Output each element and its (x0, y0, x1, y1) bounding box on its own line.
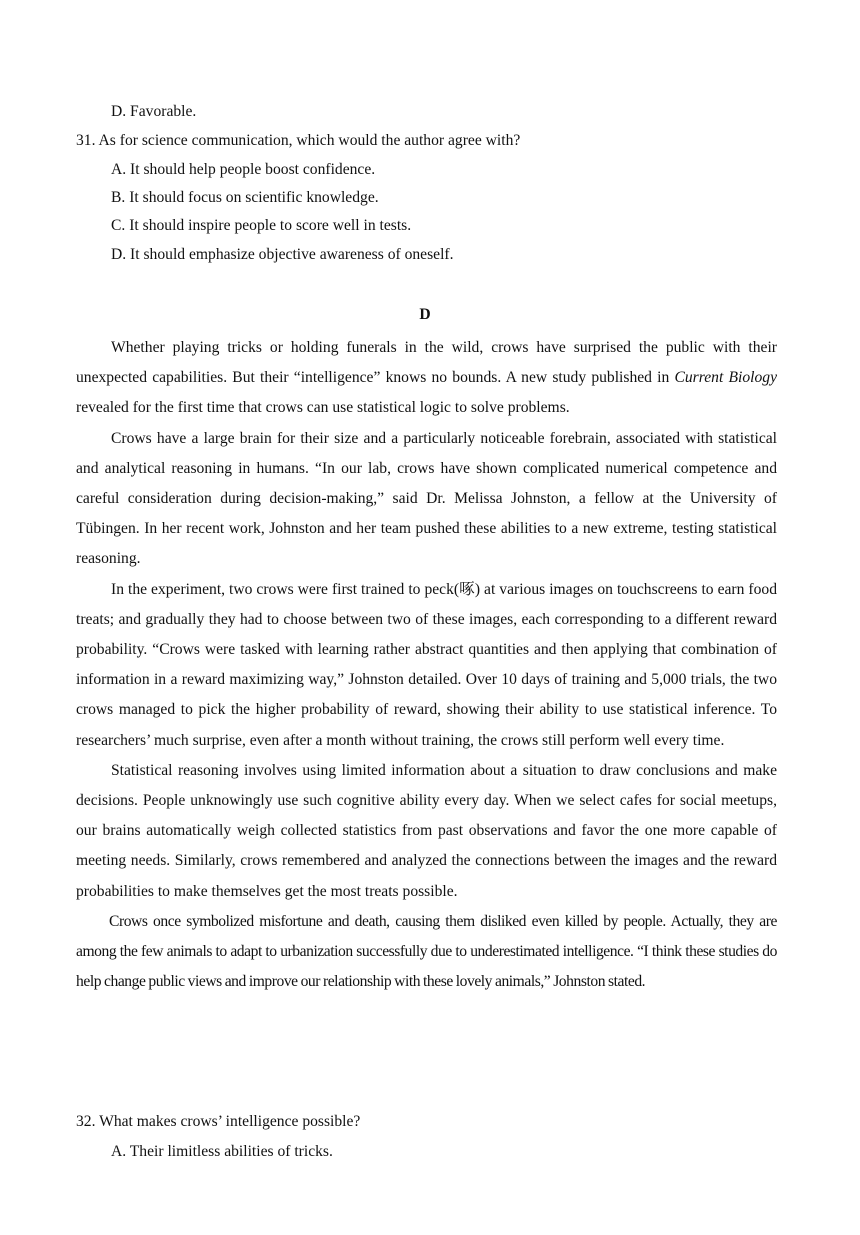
section-title: D (419, 306, 431, 323)
q32-option-a: A. Their limitless abilities of tricks. (111, 1143, 333, 1160)
q31-option-d: D. It should emphasize objective awareness of oneself. (111, 246, 454, 263)
q31-option-b: B. It should focus on scientific knowledge. (111, 189, 379, 206)
p1-text-before: Whether playing tricks or holding funerals in the wild, crows have surprised the public with their unexpected capabilities. But their “intelligence” knows no bounds. A new study published in (76, 339, 777, 387)
q31-stem: 31. As for science communication, which would the author agree with? (76, 132, 521, 149)
passage-paragraph-5: Crows once symbolized misfortune and death, causing them disliked even killed by people. Actually, they are among the few animals to adapt to urbanization successfully due to underestimated intelligence. “I think these studies do help change public views and improve our relationship with these lovely animals,” Johnston stated. (76, 912, 777, 991)
passage-paragraph-2: Crows have a large brain for their size and a particularly noticeable forebrain, associated with statistical and analytical reasoning in humans. “In our lab, crows have shown complicated numerical competence and careful consideration during decision-making,” said Dr. Melissa Johnston, a fellow at the University of Tübingen. In her recent work, Johnston and her team pushed these abilities to a new extreme, testing statistical reasoning. (76, 429, 777, 568)
journal-name: Current Biology (674, 369, 777, 387)
passage (76, 333, 777, 997)
passage-paragraph-4: Statistical reasoning involves using limited information about a situation to draw conclusions and make decisions. People unknowingly use such cognitive ability every day. When we select cafes for social meetups, our brains automatically weigh collected statistics from past observations and favor the one more capable of meeting needs. Similarly, crows remembered and analyzed the connections between the images and the reward probabilities to make themselves get the most treats possible. (76, 761, 777, 900)
q30-option-d: D. Favorable. (111, 103, 197, 120)
q32-stem: 32. What makes crows’ intelligence possible? (76, 1113, 361, 1130)
q31-option-a: A. It should help people boost confidence. (111, 161, 376, 178)
q31-option-c: C. It should inspire people to score well in tests. (111, 217, 412, 234)
passage-paragraph-1 (76, 333, 777, 424)
passage-paragraph-3: In the experiment, two crows were first trained to peck(啄) at various images on touchscreens to earn food treats; and gradually they had to choose between two of these images, each corresponding to a different reward probability. “Crows were tasked with learning rather abstract quantities and then applying that combination of information in a reward maximizing way,” Johnston detailed. Over 10 days of training and 5,000 trials, the two crows managed to pick the higher probability of reward, showing their ability to use statistical inference. To researchers’ much surprise, even after a month without training, the crows still perform well every time. (76, 580, 777, 749)
p1-text-after: revealed for the first time that crows can use statistical logic to solve problems. (76, 399, 570, 417)
